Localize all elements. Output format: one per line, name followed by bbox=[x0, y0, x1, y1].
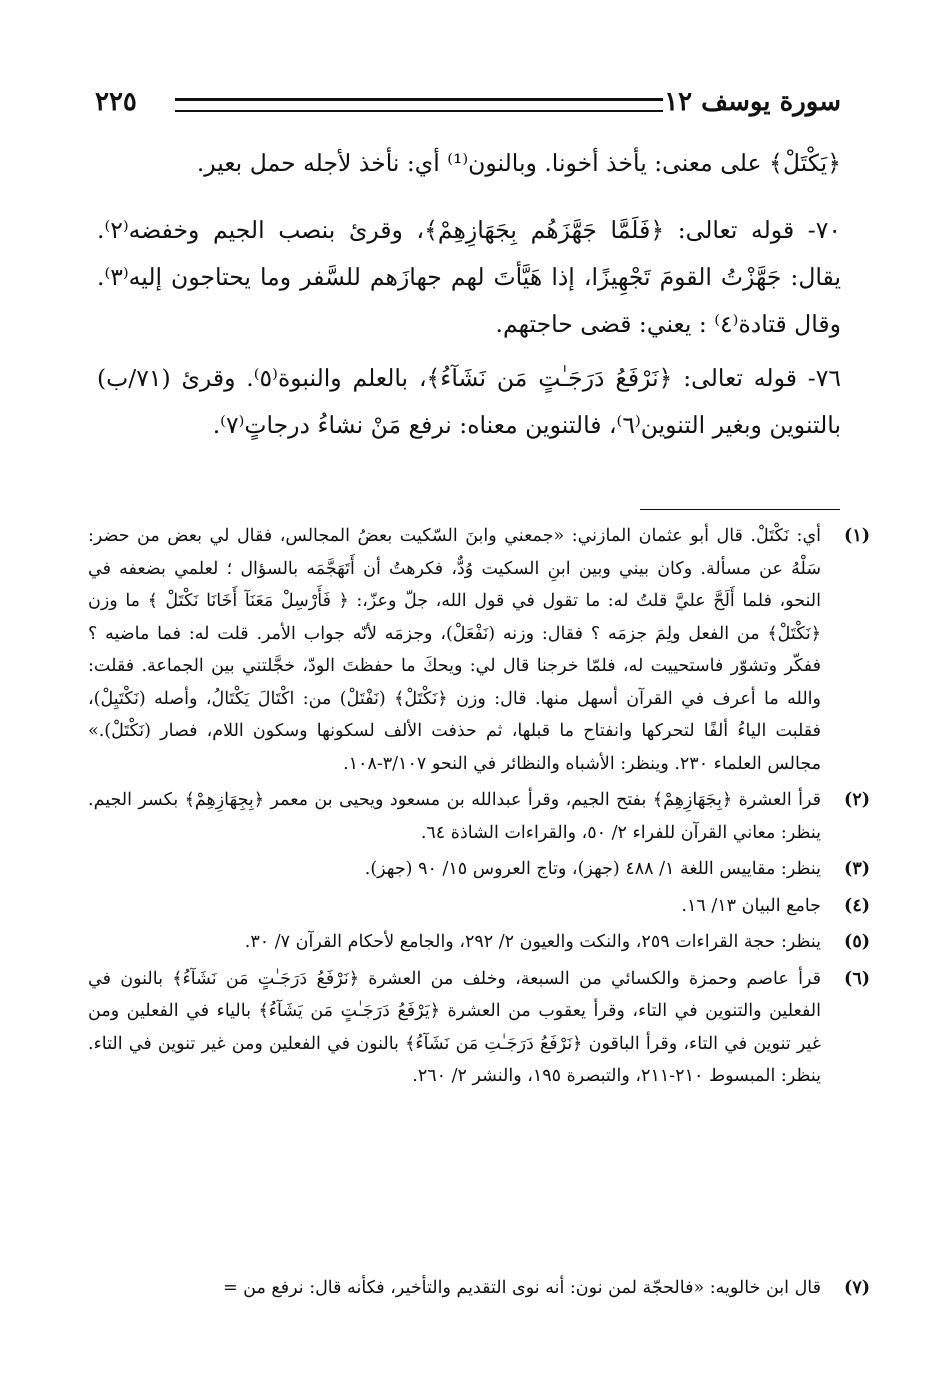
header-rule bbox=[175, 98, 663, 112]
footnote-number: (٥) bbox=[844, 932, 870, 952]
footnote-text: قرأ العشرة ﴿بِجَهَازِهِمْ﴾ بفتح الجيم، وقرأ عبدالله بن مسعود ويحيى بن معمر ﴿بِجِهَازِهِمْ﴾ بكسر الجيم. ينظر: معاني القرآن للفراء ٢/ ٥٠، والقراءات الشاذة ٦٤. bbox=[88, 790, 821, 843]
page-number: ٢٢٥ bbox=[95, 87, 137, 117]
footnotes bbox=[88, 520, 870, 1298]
footnote-text: قرأ عاصم وحمزة والكسائي من السبعة، وخلف من العشرة ﴿نَرْفَعُ دَرَجَـٰتٍ مَن نَشَآءُ﴾ بالنون في الفعلين والتنوين في التاء، وقرأ يعقوب من العشرة ﴿يَرْفَعُ دَرَجَـٰتٍ مَن يَشَآءُ﴾ بالياء في الفعلين ومن غير تنوين في التاء، وقرأ الباقون ﴿نَرْفَعُ دَرَجَـٰتِ مَن نَشَآءُ﴾ بالنون في الفعلين ومن غير تنوين في التاء. ينظر: المبسوط ٢١٠-٢١١، والتبصرة ١٩٥، والنشر ٢/ ٢٦٠. bbox=[88, 968, 821, 1086]
main-text-paragraph-1 bbox=[97, 140, 841, 187]
footnote-2 bbox=[88, 784, 870, 849]
footnote-separator bbox=[640, 509, 840, 510]
footnote-text: جامع البيان ١٣/ ١٦. bbox=[681, 895, 821, 916]
paragraph-text: ٧٦- قوله تعالى: ﴿نَرْفَعُ دَرَجَـٰتٍ مَن نَشَآءُ﴾، بالعلم والنبوة⁽٥⁾. وقرئ (٧١/ب) بالتنوين وبغير التنوين⁽٦⁾، فالتنوين معناه: نرفع مَنْ نشاءُ درجاتٍ⁽٧⁾. bbox=[97, 364, 841, 439]
footnote-6 bbox=[88, 963, 870, 1093]
running-header bbox=[95, 84, 841, 124]
footnote-number: (١) bbox=[844, 526, 870, 546]
footnote-number: (٤) bbox=[844, 895, 870, 916]
footnote-text: قال ابن خالويه: «فالحجّة لمن نون: أنه نوى التقديم والتأخير، فكأنه قال: نرفع من = bbox=[222, 1278, 821, 1298]
footnote-4 bbox=[88, 890, 870, 923]
footnote-7 bbox=[88, 1272, 870, 1305]
main-text-paragraph-3 bbox=[97, 355, 841, 449]
footnote-3 bbox=[88, 853, 870, 886]
paragraph-text: ٧٠- قوله تعالى: ﴿فَلَمَّا جَهَّزَهُم بِجَهَازِهِمْ﴾، وقرئ بنصب الجيم وخفضه⁽٢⁾. يقال: جَهَّزْتُ القومَ تَجْهِيزًا، إذا هَيَّأتَ لهم جهازَهم للسَّفر وما يحتاجون إليه⁽٣⁾. وقال قتادة⁽٤⁾ : يعني: قضى حاجتهم. bbox=[97, 216, 841, 338]
paragraph-text: ﴿يَكْتَلْ﴾ على معنى: يأخذ أخونا. وبالنون⁽¹⁾ أي: نأخذ لأجله حمل بعير. bbox=[196, 149, 841, 177]
footnote-5 bbox=[88, 926, 870, 959]
main-text-paragraph-2 bbox=[97, 207, 841, 348]
footnote-number: (٦) bbox=[844, 968, 870, 989]
footnote-number: (٢) bbox=[844, 790, 870, 810]
footnote-text: ينظر: حجة القراءات ٢٥٩، والنكت والعيون ٢/ ٢٩٢، والجامع لأحكام القرآن ٧/ ٣٠. bbox=[244, 932, 821, 952]
footnote-1 bbox=[88, 520, 870, 780]
footnote-number: (٣) bbox=[844, 859, 870, 879]
surah-title: سورة يوسف ١٢ bbox=[664, 87, 841, 117]
footnote-text: أي: نَكْتَلْ. قال أبو عثمان المازني: «جمعني وابنَ السّكيت بعضُ المجالس، فقال لي بعض من حضر: سَلْهُ عن مسألة. وكان بيني وبين ابنِ السكيت وُدٌّ، فكرهتُ أن أَتَهَجَّمَه بالسؤال ؛ لعلمي بضعفه في النحو، فلما أَلَحَّ عليَّ قلتُ له: ما تقول في قول الله، جلّ وعزّ،: ﴿ فَأَرْسِلْ مَعَنَآ أَخَانَا نَكْتَلْ ﴾ ما وزن ﴿نَكْتَلْ﴾ من الفعل ولِمَ جزمَه ؟ فقال: وزنه (نَفْعَلْ)، وجزمَه لأنّه جواب الأمر. قلت له: فما ماضيه ؟ ففكّر وتشوّر فاستحييت له، فلمّا خرجنا قال لي: ويحكَ ما حفظتَ الودّ، خجَّلتني بين الجماعة. فقلت: والله ما أعرف في القرآن أسهل منها. قال: وزن ﴿نَكْتَلْ﴾ (نَفْتَلْ) من: اكْتَالَ يَكْتَالُ، وأصله (نَكْتَيِلْ)، فقلبت الياءُ ألفًا لتحركها وانفتاح ما قبلها، ثم حذفت الألف لسكونها وسكون اللام، فصار (نَكْتَلْ).» مجالس العلماء ٢٣٠. وينظر: الأشباه والنظائر في النحو ٣/١٠٧-١٠٨. bbox=[88, 526, 821, 774]
footnote-text: ينظر: مقاييس اللغة ١/ ٤٨٨ (جهز)، وتاج العروس ١٥/ ٩٠ (جهز). bbox=[364, 859, 821, 879]
footnote-number: (٧) bbox=[844, 1278, 870, 1298]
